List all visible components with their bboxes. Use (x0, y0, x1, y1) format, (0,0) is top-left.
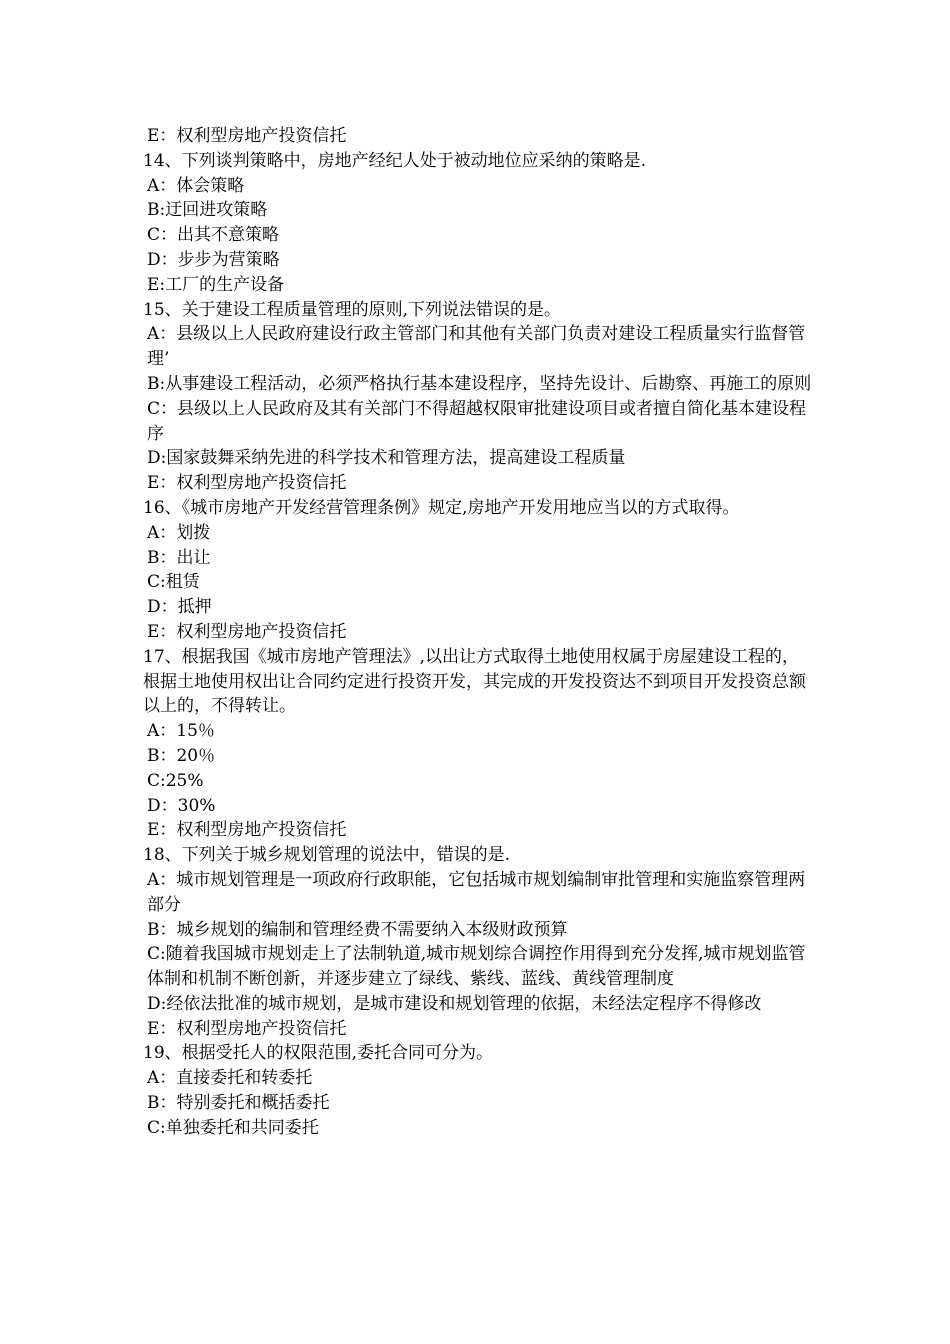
question-stem: 15、关于建设工程质量管理的原则,下列说法错误的是。 (143, 299, 562, 320)
question-stem: 19、根据受托人的权限范围,委托合同可分为。 (143, 1043, 494, 1064)
question-stem: 14、下列谈判策略中，房地产经纪人处于被动地位应采纳的策略是. (143, 150, 647, 171)
answer-option: A：县级以上人民政府建设行政主管部门和其他有关部门负责对建设工程质量实行监督管理’ (147, 324, 806, 370)
answer-option: A：体会策略 (147, 175, 245, 196)
answer-option: E：权利型房地产投资信托 (147, 126, 347, 146)
answer-option: D:国家鼓舞采纳先进的科学技术和管理方法，提高建设工程质量 (147, 448, 626, 469)
answer-option: A：直接委托和转委托 (147, 1068, 313, 1089)
answer-option: B：20％ (147, 745, 216, 766)
question-stem: 16、《城市房地产开发经营管理条例》规定,房地产开发用地应当以的方式取得。 (143, 497, 740, 518)
answer-option: C:25% (147, 770, 204, 791)
question-stem: 18、下列关于城乡规划管理的说法中，错误的是. (143, 845, 511, 866)
answer-option: B:从事建设工程活动，必须严格执行基本建设程序，坚持先设计、后勘察、再施工的原则 (147, 373, 812, 394)
answer-option: E：权利型房地产投资信托 (147, 820, 347, 841)
answer-option: C:随着我国城市规划走上了法制轨道,城市规划综合调控作用得到充分发挥,城市规划监管体制和机制不断创新，并逐步建立了绿线、紫线、蓝线、黄线管理制度 (147, 944, 806, 990)
answer-option: B：出让 (147, 547, 211, 568)
answer-option: E：权利型房地产投资信托 (147, 621, 347, 642)
answer-option: A：15％ (147, 721, 215, 742)
answer-option: B：城乡规划的编制和管理经费不需要纳入本级财政预算 (147, 919, 568, 940)
answer-option: D：30% (147, 795, 216, 816)
answer-option: A：划拨 (147, 522, 211, 543)
answer-option: D:经依法批准的城市规划，是城市建设和规划管理的依据，未经法定程序不得修改 (147, 993, 762, 1014)
answer-option: A：城市规划管理是一项政府行政职能，它包括城市规划编制审批管理和实施监察管理两部分 (147, 869, 806, 915)
answer-option: C：县级以上人民政府及其有关部门不得超越权限审批建设项目或者擅自简化基本建设程序 (147, 398, 807, 444)
answer-option: C:单独委托和共同委托 (147, 1117, 319, 1138)
answer-option: C:租赁 (147, 572, 200, 593)
answer-option: E：权利型房地产投资信托 (147, 1018, 347, 1039)
question-stem: 17、根据我国《城市房地产管理法》,以出让方式取得土地使用权属于房屋建设工程的，根据土地使用权出让合同约定进行投资开发，其完成的开发投资达不到项目开发投资总额以上的，不得转让。 (143, 646, 806, 717)
answer-option: B:迂回进攻策略 (147, 200, 268, 221)
answer-option: D：步步为营策略 (147, 249, 280, 270)
answer-option: E：权利型房地产投资信托 (147, 473, 347, 494)
exam-text-body (143, 124, 815, 1141)
answer-option: C：出其不意策略 (147, 225, 280, 246)
answer-option: E:工厂的生产设备 (147, 274, 285, 295)
answer-option: B：特别委托和概括委托 (147, 1093, 330, 1114)
answer-option: D：抵押 (147, 597, 212, 618)
